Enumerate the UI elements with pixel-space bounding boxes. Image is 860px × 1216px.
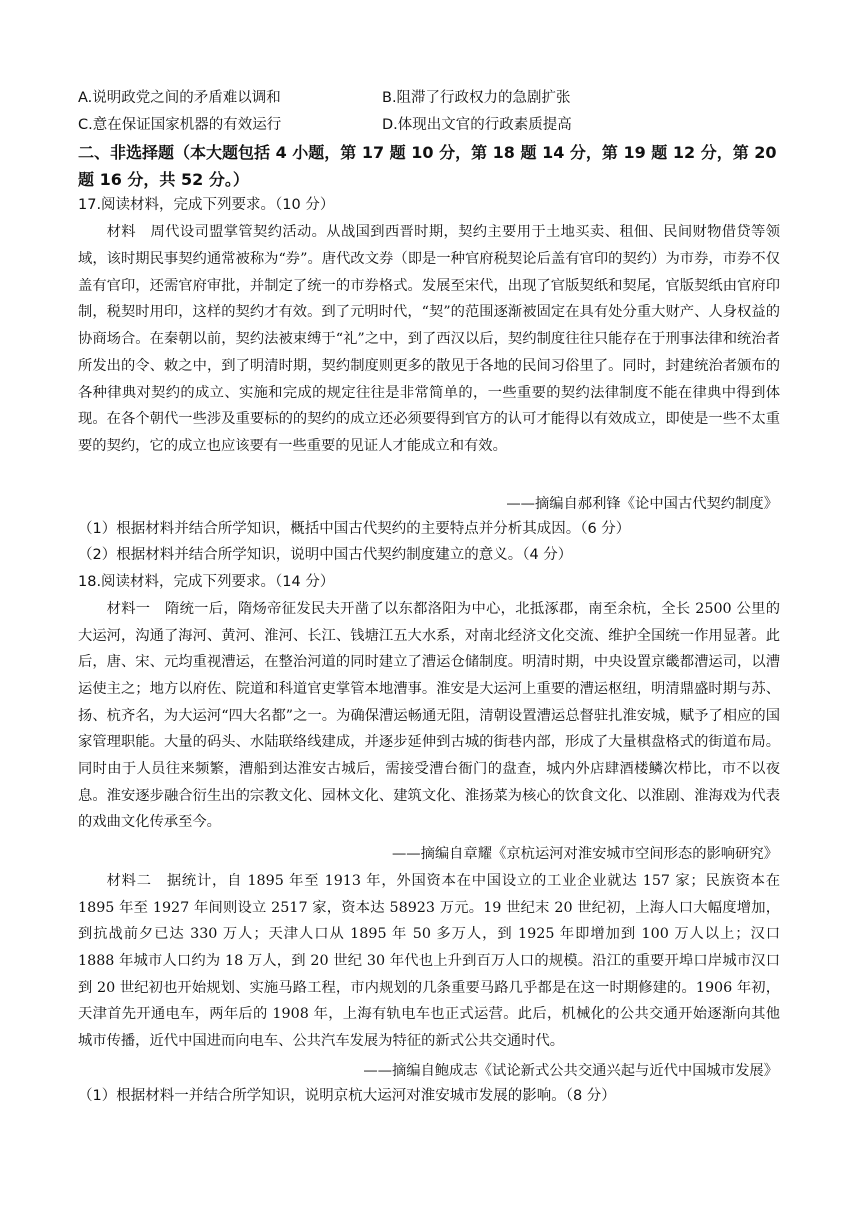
q18-source2: ——摘编自鲍成志《试论新式公共交通兴起与近代中国城市发展》	[363, 1063, 778, 1079]
section-heading: 二、非选择题（本大题包括 4 小题，第 17 题 10 分，第 18 题 14 分，第 19 题 12 分，第 20 题 16 分，共 52 分。）	[78, 143, 777, 189]
q17-source: ——摘编自郝利锋《论中国古代契约制度》	[506, 496, 778, 512]
option-d: D.体现出文官的行政素质提高	[382, 117, 572, 133]
q18-title: 18.阅读材料，完成下列要求。（14 分）	[78, 574, 335, 590]
q17-material: 材料 周代设司盟掌管契约活动。从战国到西晋时期，契约主要用于土地买卖、租佃、民间财物借贷等领域，该时期民事契约通常被称为“券”。唐代改文券（即是一种官府税契论后盖有官印的契约）为市券，市券不仅盖有官印，还需官府审批，并制定了统一的市券格式。发展至宋代，出现了官版契纸和契尾，官版契纸由官府印制，税契时用印，这样的契约才有效。到了元明时代，“契”的范围逐渐被固定在具有处分重大财产、人身权益的协商场合。在秦朝以前，契约法被束缚于“礼”之中，到了西汉以后，契约制度往往只能存在于刑事法律和统治者所发出的令、敕之中，到了明清时期，契约制度则更多的散见于各地的民间习俗里了。同时，封建统治者颁布的各种律典对契约的成立、实施和完成的规定往往是非常简单的，一些重要的契约法律制度不能在律典中得到体现。在各个朝代一些涉及重要标的的契约的成立还必须要得到官方的认可才能得以有效成立，即使是一些不太重要的契约，它的成立也应该要有一些重要的见证人才能成立和有效。	[78, 224, 780, 454]
q18-material1: 材料一 隋统一后，隋炀帝征发民夫开凿了以东都洛阳为中心，北抵涿郡，南至余杭，全长 2500 公里的大运河，沟通了海河、黄河、淮河、长江、钱塘江五大水系，对南北经济文化交流、维护全国统一作用显著。此后，唐、宋、元均重视漕运，在整治河道的同时建立了漕运仓储制度。明清时期，中央设置京畿都漕运司，以漕运使主之；地方以府佐、院道和科道官吏掌管本地漕事。淮安是大运河上重要的漕运枢纽，明清鼎盛时期与苏、扬、杭齐名，为大运河“四大名都”之一。为确保漕运畅通无阻，清朝设置漕运总督驻扎淮安城，赋予了相应的国家管理职能。大量的码头、水陆联络线建成，并逐步延伸到古城的街巷内部，形成了大量棋盘格式的街道布局。同时由于人员往来频繁，漕船到达淮安古城后，需接受漕台衙门的盘查，城内外店肆酒楼鳞次栉比，市不以夜息。淮安逐步融合衍生出的宗教文化、园林文化、建筑文化、淮扬菜为核心的饮食文化、以淮剧、淮海戏为代表的戏曲文化传承至今。	[78, 601, 780, 831]
q17-title: 17.阅读材料，完成下列要求。（10 分）	[78, 197, 335, 213]
option-c: C.意在保证国家机器的有效运行	[78, 117, 282, 133]
q18-material2: 材料二 据统计，自 1895 年至 1913 年，外国资本在中国设立的工业企业就达 157 家；民族资本在 1895 年至 1927 年间则设立 2517 家，资本达 58923 万元。19 世纪末 20 世纪初，上海人口大幅度增加，到抗战前夕已达 330 万人；天津人口从 1895 年 50 多万人，到 1925 年即增加到 100 万人以上；汉口 1888 年城市人口约为 18 万人，到 20 世纪 30 年代也上升到百万人口的规模。沿江的重要开埠口岸城市汉口到 20 世纪初也开始规划、实施马路工程，市内规划的几条重要马路几乎都是在这一时期修建的。1906 年初，天津首先开通电车，两年后的 1908 年，上海有轨电车也正式运营。此后，机械化的公共交通开始逐渐向其他城市传播，近代中国进而向电车、公共汽车发展为特征的新式公共交通时代。	[78, 873, 780, 1049]
q17-sub2: （2）根据材料并结合所学知识，说明中国古代契约制度建立的意义。（4 分）	[78, 547, 573, 563]
option-a: A.说明政党之间的矛盾难以调和	[78, 90, 281, 106]
q17-sub1: （1）根据材料并结合所学知识，概括中国古代契约的主要特点并分析其成因。（6 分）	[78, 521, 631, 537]
q18-source1: ——摘编自章耀《京杭运河对淮安城市空间形态的影响研究》	[391, 846, 778, 862]
q18-sub1: （1）根据材料一并结合所学知识，说明京杭大运河对淮安城市发展的影响。（8 分）	[78, 1088, 616, 1104]
option-b: B.阻滞了行政权力的急剧扩张	[382, 90, 571, 106]
